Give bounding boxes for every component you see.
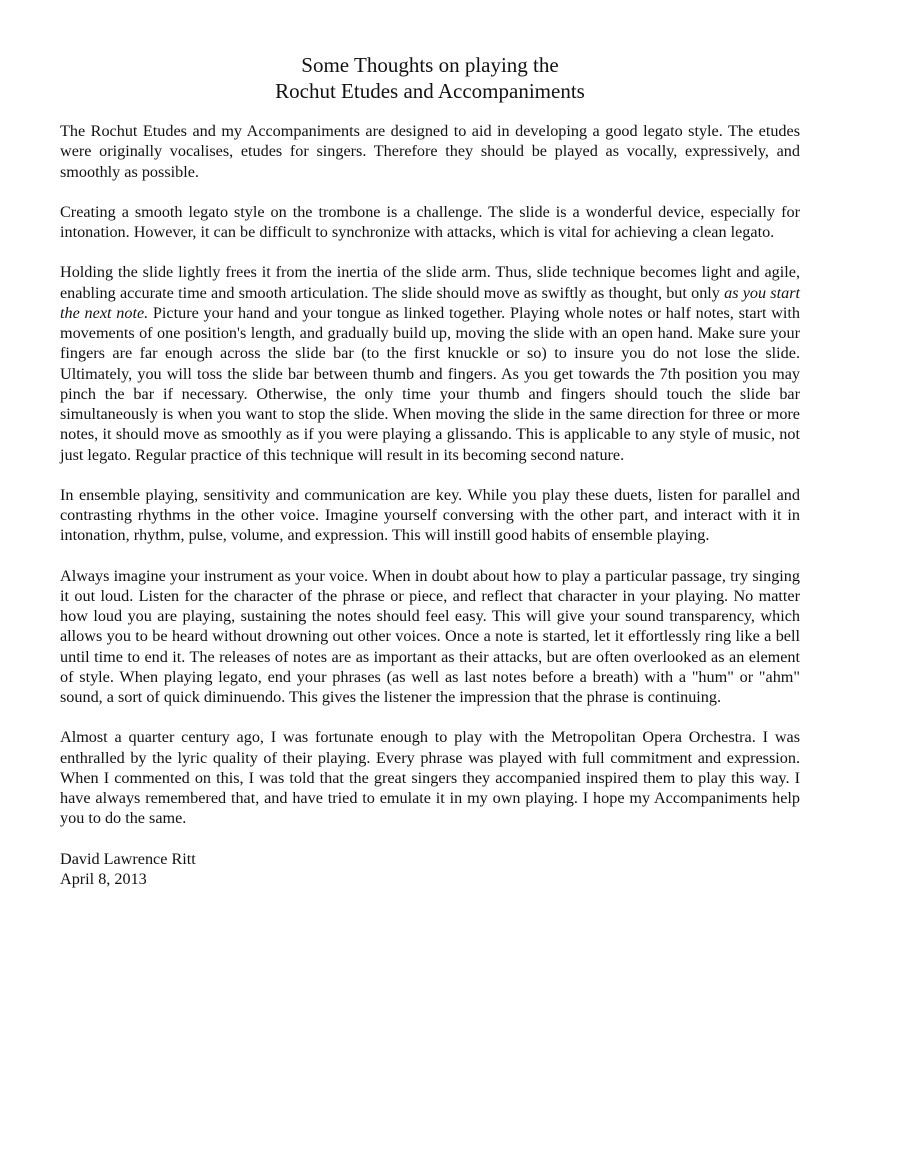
paragraph-slide-technique-emphasis: as you start the next note.	[60, 283, 800, 322]
paragraph-slide-challenge: Creating a smooth legato style on the trombone is a challenge. The slide is a wonderful device, especially for intonation. However, it can be difficult to synchronize with attacks, which is vital for achieving a clean legato.	[60, 202, 800, 241]
signature-date: April 8, 2013	[60, 869, 147, 888]
page-title	[60, 52, 800, 104]
paragraph-ensemble: In ensemble playing, sensitivity and communication are key. While you play these duets, listen for parallel and contrasting rhythms in the other voice. Imagine yourself conversing with the other part, and interact with it in intonation, rhythm, pulse, volume, and expression. This will instill good habits of ensemble playing.	[60, 485, 800, 545]
title-line-2: Rochut Etudes and Accompaniments	[275, 79, 585, 103]
paragraph-voice: Always imagine your instrument as your voice. When in doubt about how to play a particular passage, try singing it out loud. Listen for the character of the phrase or piece, and reflect that character in your playing. No matter how loud you are playing, sustaining the notes should feel easy. This will give your sound transparency, which allows you to be heard without drowning out other voices. Once a note is started, let it effortlessly ring like a bell until time to end it. The releases of notes are as important as their attacks, but are often overlooked as an element of style. When playing legato, end your phrases (as well as last notes before a breath) with a "hum" or "ahm" sound, a sort of quick diminuendo. This gives the listener the impression that the phrase is continuing.	[60, 566, 800, 706]
paragraph-metropolitan: Almost a quarter century ago, I was fortunate enough to play with the Metropolitan Opera Orchestra. I was enthralled by the lyric quality of their playing. Every phrase was played with full commitment and expression. When I commented on this, I was told that the great singers they accompanied inspired them to play this way. I have always remembered that, and have tried to emulate it in my own playing. I hope my Accompaniments help you to do the same.	[60, 728, 800, 828]
paragraph-intro: The Rochut Etudes and my Accompaniments are designed to aid in developing a good legato style. The etudes were originally vocalises, etudes for singers. Therefore they should be played as vocally, expressively, and smoothly as possible.	[60, 122, 800, 181]
signature-block	[60, 849, 800, 890]
paragraph-slide-technique-end: Picture your hand and your tongue as linked together. Playing whole notes or half notes, start with movements of one position's length, and gradually build up, moving the slide with an open hand. Make sure your fingers are far enough across the slide bar (to the first knuckle or so) to insure you do not lose the slide. Ultimately, you will toss the slide bar between thumb and fingers. As you get towards the 7th position you may pinch the bar if necessary. Otherwise, the only time your thumb and fingers should touch the slide bar simultaneously is when you want to stop the slide. When moving the slide in the same direction for three or more notes, it should move as smoothly as if you were playing a glissando. This is applicable to any style of music, not just legato. Regular practice of this technique will result in its becoming second nature.	[60, 303, 800, 464]
title-line-1: Some Thoughts on playing the	[301, 53, 559, 77]
document-page	[60, 52, 800, 889]
paragraph-slide-technique-start: Holding the slide lightly frees it from the inertia of the slide arm. Thus, slide technique becomes light and agile, enabling accurate time and smooth articulation. The slide should move as swiftly as thought, but only	[60, 263, 800, 302]
author-name: David Lawrence Ritt	[60, 849, 196, 868]
paragraph-slide-technique	[60, 262, 800, 465]
